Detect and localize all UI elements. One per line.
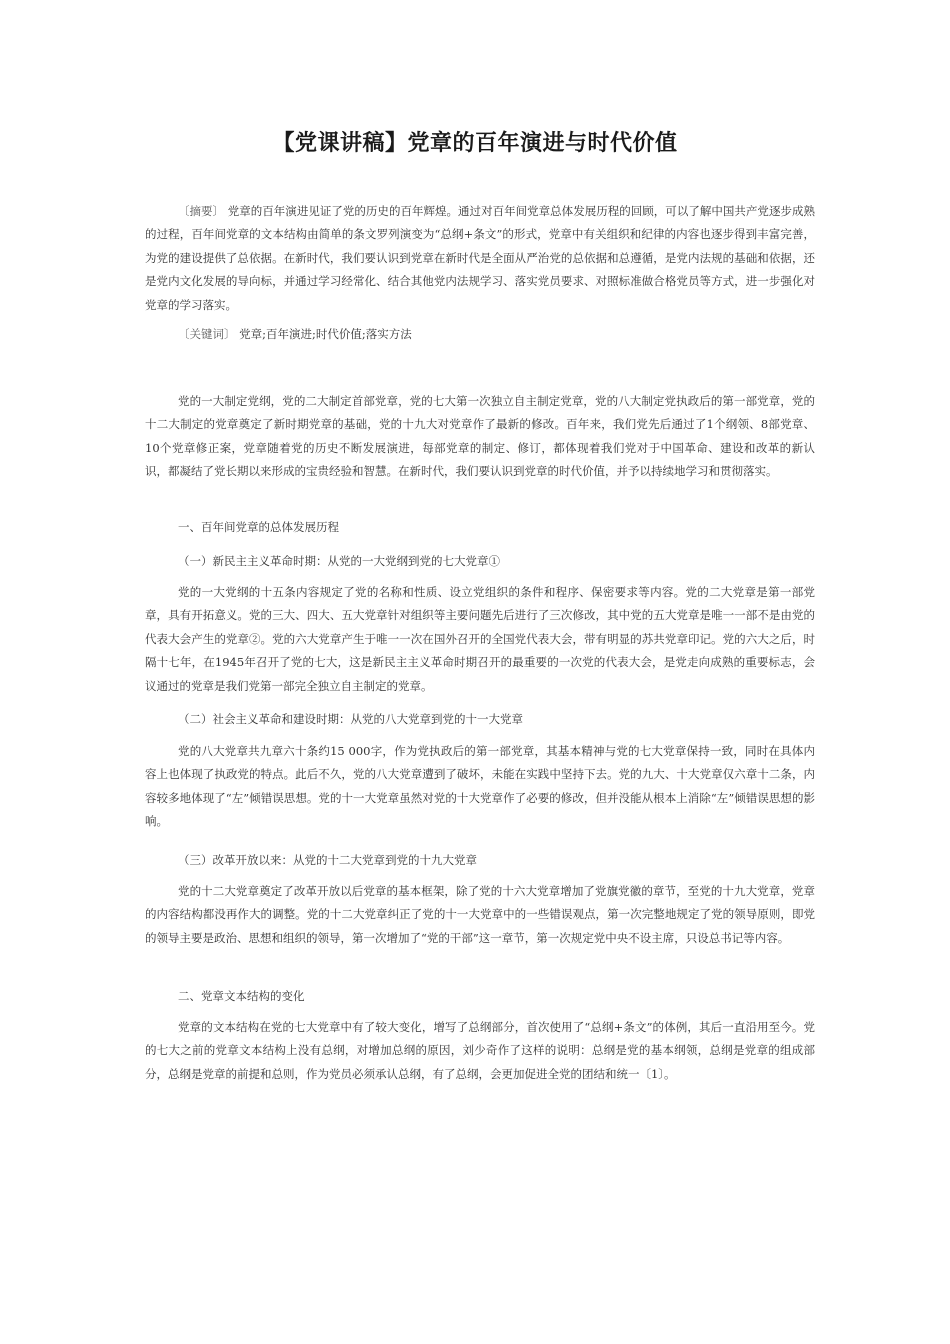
abstract-text: 党章的百年演进见证了党的历史的百年辉煌。通过对百年间党章总体发展历程的回顾，可以了解中国共产党逐步成熟的过程，百年间党章的文本结构由简单的条文罗列演变为“总纲+条文”的形式，党章中有关组织和纪律的内容也逐步得到丰富完善，为党的建设提供了总依据。在新时代，我们要认识到党章在新时代是全面从严治党的总依据和总遵循，是党内法规的基础和依据，还是党内文化发展的导向标，并通过学习经常化、结合其他党内法规学习、落实党员要求、对照标准做合格党员等方式，进一步强化对党章的学习落实。 <box>145 204 815 312</box>
keywords-label: 〔关键词〕 <box>178 327 236 341</box>
abstract-label: 〔摘要〕 <box>178 204 225 218</box>
section-2-heading: 二、党章文本结构的变化 <box>178 989 305 1003</box>
section-1-heading: 一、百年间党章的总体发展历程 <box>178 520 339 534</box>
section-1-1-heading: （一）新民主主义革命时期：从党的一大党纲到党的七大党章① <box>178 554 500 568</box>
section-1-2-paragraph: 党的八大党章共九章六十条约15 000字，作为党执政后的第一部党章，其基本精神与党的七大党章保持一致，同时在具体内容上也体现了执政党的特点。此后不久，党的八大党章遭到了破坏，未能在实践中坚持下去。党的九大、十大党章仅六章十二条，内容较多地体现了“左”倾错误思想。党的十一大党章虽然对党的十大党章作了必要的修改，但并没能从根本上消除“左”倾错误思想的影响。 <box>145 744 815 829</box>
document-title: 【党课讲稿】党章的百年演进与时代价值 <box>272 131 678 156</box>
keywords-text: 党章;百年演进;时代价值;落实方法 <box>239 327 412 341</box>
keywords-paragraph <box>145 323 815 346</box>
section-2-paragraph: 党章的文本结构在党的七大党章中有了较大变化，增写了总纲部分，首次使用了“总纲+条文”的体例，其后一直沿用至今。党的七大之前的党章文本结构上没有总纲，对增加总纲的原因，刘少奇作了这样的说明：总纲是党的基本纲领，总纲是党章的组成部分，总纲是党章的前提和总则，作为党员必须承认总纲，有了总纲，会更加促进全党的团结和统一〔1〕。 <box>145 1020 815 1081</box>
section-1-1-paragraph: 党的一大党纲的十五条内容规定了党的名称和性质、设立党组织的条件和程序、保密要求等内容。党的二大党章是第一部党章，具有开拓意义。党的三大、四大、五大党章针对组织等主要问题先后进行了三次修改，其中党的五大党章是唯一一部不是由党的代表大会产生的党章②。党的六大党章产生于唯一一次在国外召开的全国党代表大会，带有明显的苏共党章印记。党的六大之后，时隔十七年，在1945年召开了党的七大，这是新民主主义革命时期召开的最重要的一次党的代表大会，是党走向成熟的重要标志，会议通过的党章是我们党第一部完全独立自主制定的党章。 <box>145 585 815 693</box>
section-1-2-heading: （二）社会主义革命和建设时期：从党的八大党章到党的十一大党章 <box>178 712 523 726</box>
intro-paragraph: 党的一大制定党纲，党的二大制定首部党章，党的七大第一次独立自主制定党章，党的八大制定党执政后的第一部党章，党的十二大制定的党章奠定了新时期党章的基础，党的十九大对党章作了最新的修改。百年来，我们党先后通过了1个纲领、8部党章、10个党章修正案，党章随着党的历史不断发展演进，每部党章的制定、修订，都体现着我们党对于中国革命、建设和改革的新认识，都凝结了党长期以来形成的宝贵经验和智慧。在新时代，我们要认识到党章的时代价值，并予以持续地学习和贯彻落实。 <box>145 394 815 479</box>
section-1-3-heading: （三）改革开放以来：从党的十二大党章到党的十九大党章 <box>178 853 477 867</box>
abstract-paragraph <box>145 200 815 317</box>
section-1-3-paragraph: 党的十二大党章奠定了改革开放以后党章的基本框架，除了党的十六大党章增加了党旗党徽的章节，至党的十九大党章，党章的内容结构都没再作大的调整。党的十二大党章纠正了党的十一大党章中的一些错误观点，第一次完整地规定了党的领导原则，即党的领导主要是政治、思想和组织的领导，第一次增加了“党的干部”这一章节，第一次规定党中央不设主席，只设总书记等内容。 <box>145 884 815 945</box>
